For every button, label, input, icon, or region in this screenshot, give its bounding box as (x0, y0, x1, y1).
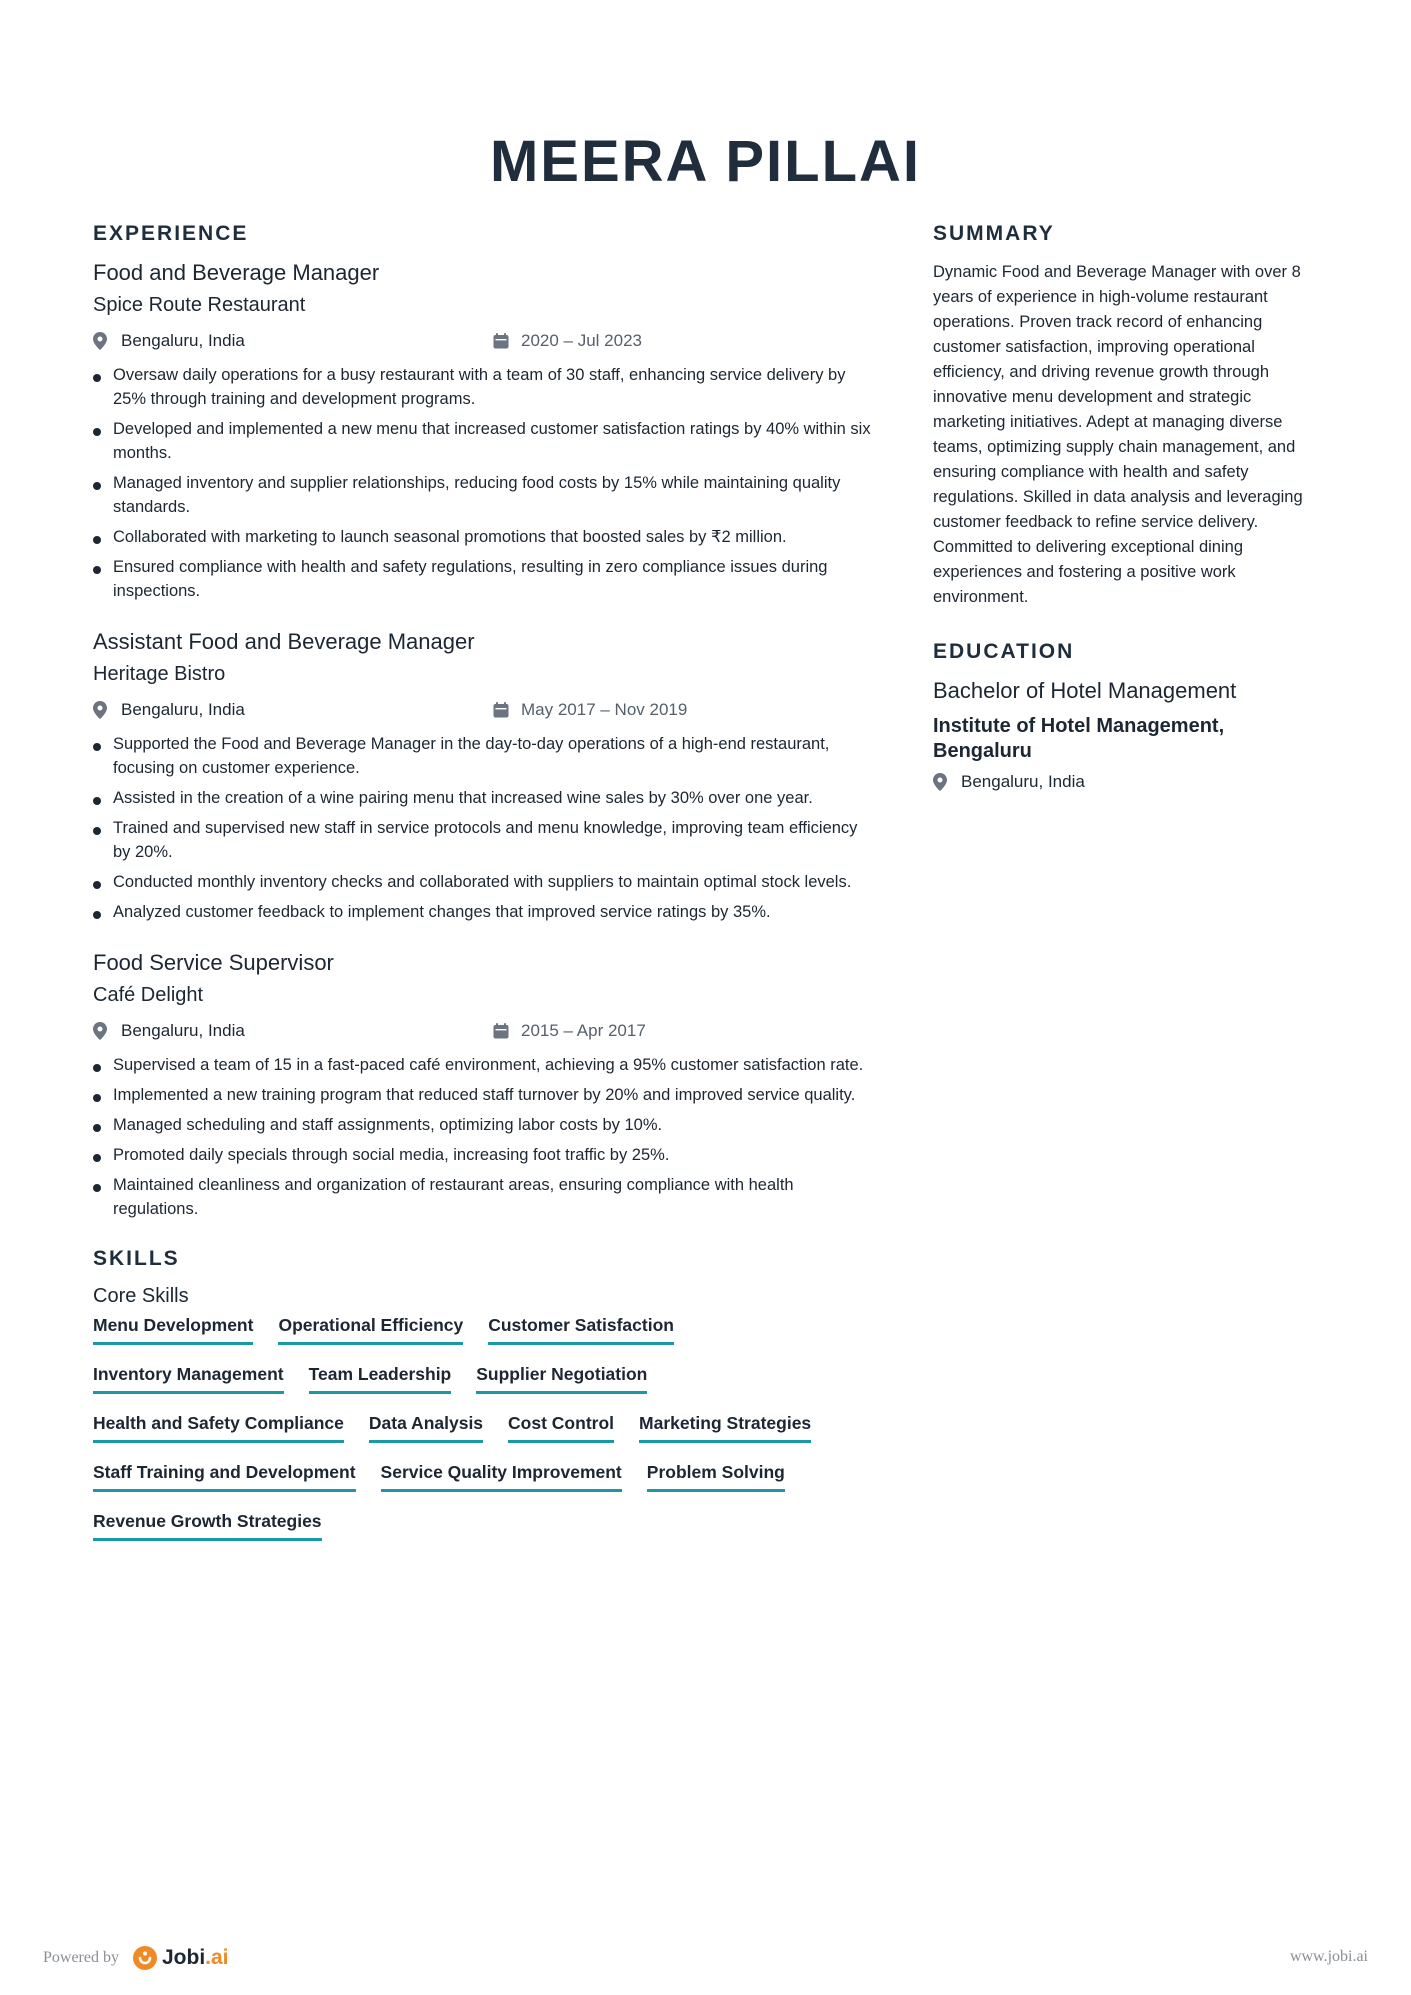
calendar-icon (493, 702, 509, 718)
job-company: Café Delight (93, 984, 204, 1006)
education-heading: EDUCATION (933, 640, 1075, 663)
job-bullets (93, 363, 873, 603)
skill-tags (93, 1314, 873, 1559)
summary-text: Dynamic Food and Beverage Manager with over 8 years of experience in high-volume restaurant operations. Proven track record of enhancing customer satisfaction, improving operational efficiency, and driving revenue growth through innovative menu development and strategic marketing initiatives. Adept at managing diverse teams, optimizing supply chain management, and ensuring compliance with health and safety regulations. Skilled in data analysis and leveraging customer feedback to refine service delivery. Committed to delivering exceptional dining experiences and fostering a positive work environment. (933, 263, 1303, 606)
job-meta (93, 331, 873, 357)
skill-tag: Data Analysis (369, 1412, 483, 1443)
skill-tag: Team Leadership (309, 1363, 452, 1394)
job-dates-text: 2020 – Jul 2023 (521, 331, 642, 350)
skills-section (93, 1247, 873, 1559)
job-location (93, 700, 245, 720)
skill-tag: Health and Safety Compliance (93, 1412, 344, 1443)
left-column (93, 222, 873, 1559)
job-location (93, 1021, 245, 1041)
logo-text: Jobi (161, 1946, 206, 1969)
map-pin-icon (93, 1022, 107, 1040)
education-location-text: Bengaluru, India (961, 772, 1085, 791)
skill-tag: Staff Training and Development (93, 1461, 356, 1492)
job-title: Food Service Supervisor (93, 950, 334, 975)
skill-tag: Operational Efficiency (278, 1314, 463, 1345)
job-bullet: Supported the Food and Beverage Manager in the day-to-day operations of a high-end restaurant, focusing on customer experience. (93, 732, 873, 780)
skill-tag: Menu Development (93, 1314, 253, 1345)
jobi-logo-icon (133, 1946, 157, 1970)
jobi-logo[interactable] (133, 1946, 229, 1970)
job-bullet: Ensured compliance with health and safety regulations, resulting in zero compliance issues during inspections. (93, 555, 873, 603)
job-bullet: Assisted in the creation of a wine pairing menu that increased wine sales by 30% over one year. (93, 786, 873, 810)
skill-tag: Revenue Growth Strategies (93, 1510, 322, 1541)
education-degree: Bachelor of Hotel Management (933, 678, 1237, 703)
skill-tag: Supplier Negotiation (476, 1363, 647, 1394)
footer-powered-by (43, 1946, 229, 1970)
job-dates (493, 331, 642, 351)
job-entry (93, 260, 873, 603)
job-dates (493, 1021, 646, 1041)
job-meta (93, 700, 873, 726)
map-pin-icon (93, 332, 107, 350)
job-entry (93, 629, 873, 924)
map-pin-icon (93, 701, 107, 719)
job-bullet: Implemented a new training program that reduced staff turnover by 20% and improved service quality. (93, 1083, 873, 1107)
skill-tag: Problem Solving (647, 1461, 785, 1492)
job-bullet: Promoted daily specials through social media, increasing foot traffic by 25%. (93, 1143, 873, 1167)
job-bullet: Managed scheduling and staff assignments, optimizing labor costs by 10%. (93, 1113, 873, 1137)
job-bullet: Collaborated with marketing to launch seasonal promotions that boosted sales by ₹2 million. (93, 525, 873, 549)
footer-site-link[interactable]: www.jobi.ai (1289, 1948, 1368, 1965)
skill-tag: Marketing Strategies (639, 1412, 811, 1443)
job-bullet: Supervised a team of 15 in a fast-paced café environment, achieving a 95% customer satisfaction rate. (93, 1053, 873, 1077)
job-bullet: Analyzed customer feedback to implement changes that improved service ratings by 35%. (93, 900, 873, 924)
skills-heading: SKILLS (93, 1247, 180, 1270)
calendar-icon (493, 1023, 509, 1039)
experience-heading: EXPERIENCE (93, 222, 249, 245)
job-bullet: Conducted monthly inventory checks and collaborated with suppliers to maintain optimal stock levels. (93, 870, 873, 894)
candidate-name: MEERA PILLAI (489, 129, 922, 194)
skill-tag: Service Quality Improvement (381, 1461, 622, 1492)
skill-tag: Inventory Management (93, 1363, 284, 1394)
job-title: Assistant Food and Beverage Manager (93, 629, 475, 654)
skills-group-title: Core Skills (93, 1285, 189, 1307)
job-dates (493, 700, 687, 720)
job-location-text: Bengaluru, India (121, 1021, 245, 1040)
job-dates-text: 2015 – Apr 2017 (521, 1021, 646, 1040)
job-title: Food and Beverage Manager (93, 260, 380, 285)
summary-heading: SUMMARY (933, 222, 1055, 245)
skill-tag: Cost Control (508, 1412, 614, 1443)
job-company: Spice Route Restaurant (93, 294, 306, 316)
job-bullets (93, 732, 873, 924)
skill-tag: Customer Satisfaction (488, 1314, 674, 1345)
education-location (933, 772, 1323, 792)
job-bullet: Managed inventory and supplier relationships, reducing food costs by 15% while maintaining quality standards. (93, 471, 873, 519)
job-bullet: Maintained cleanliness and organization of restaurant areas, ensuring compliance with health regulations. (93, 1173, 873, 1221)
logo-suffix: .ai (205, 1946, 229, 1969)
job-location-text: Bengaluru, India (121, 331, 245, 350)
map-pin-icon (933, 773, 947, 791)
education-institution: Institute of Hotel Management, Bengaluru (933, 715, 1225, 762)
job-location-text: Bengaluru, India (121, 700, 245, 719)
job-location (93, 331, 245, 351)
job-bullet: Developed and implemented a new menu that increased customer satisfaction ratings by 40% within six months. (93, 417, 873, 465)
job-dates-text: May 2017 – Nov 2019 (521, 700, 688, 719)
right-column (933, 222, 1323, 792)
job-meta (93, 1021, 873, 1047)
job-bullet: Oversaw daily operations for a busy restaurant with a team of 30 staff, enhancing service delivery by 25% through training and development programs. (93, 363, 873, 411)
experience-list (93, 260, 873, 1221)
powered-by-text: Powered by (43, 1949, 119, 1966)
job-bullet: Trained and supervised new staff in service protocols and menu knowledge, improving team efficiency by 20%. (93, 816, 873, 864)
calendar-icon (493, 333, 509, 349)
job-company: Heritage Bistro (93, 663, 226, 685)
job-bullets (93, 1053, 873, 1221)
job-entry (93, 950, 873, 1221)
